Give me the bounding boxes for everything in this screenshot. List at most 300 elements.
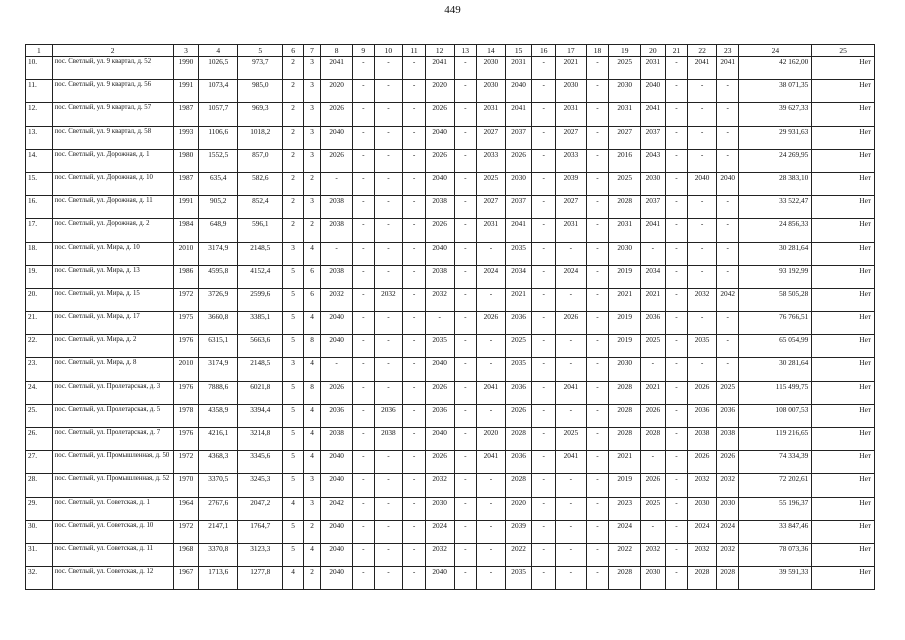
- row-number: 26.: [26, 428, 53, 451]
- table-cell: 2032: [425, 543, 454, 566]
- table-cell: -: [532, 497, 556, 520]
- status-cell: Нет: [812, 172, 875, 195]
- table-cell: 2031: [609, 219, 641, 242]
- column-header-4: 4: [199, 45, 238, 57]
- table-cell: -: [454, 381, 477, 404]
- table-cell: 2026: [425, 381, 454, 404]
- table-cell: -: [477, 404, 506, 427]
- table-cell: 3: [303, 497, 320, 520]
- table-cell: -: [716, 335, 739, 358]
- table-cell: -: [586, 196, 609, 219]
- table-cell: -: [556, 242, 587, 265]
- table-cell: 2040: [425, 172, 454, 195]
- table-cell: 1980: [173, 149, 199, 172]
- table-cell: 4: [303, 358, 320, 381]
- table-cell: 4358,9: [199, 404, 238, 427]
- table-cell: 1026,5: [199, 57, 238, 80]
- table-cell: 2028: [609, 404, 641, 427]
- table-cell: 5: [283, 451, 304, 474]
- table-cell: 2032: [641, 543, 666, 566]
- header-row: [26, 45, 875, 57]
- table-cell: -: [353, 57, 375, 80]
- status-cell: Нет: [812, 103, 875, 126]
- table-cell: -: [532, 312, 556, 335]
- table-cell: 2041: [505, 219, 532, 242]
- table-cell: -: [532, 428, 556, 451]
- table-cell: -: [403, 126, 426, 149]
- table-cell: -: [688, 103, 717, 126]
- table-cell: -: [454, 196, 477, 219]
- table-cell: 2036: [505, 312, 532, 335]
- table-cell: 2025: [609, 57, 641, 80]
- table-cell: 2028: [505, 428, 532, 451]
- table-cell: 2026: [641, 474, 666, 497]
- table-cell: 2034: [505, 265, 532, 288]
- table-cell: -: [454, 288, 477, 311]
- table-cell: -: [454, 80, 477, 103]
- address-cell: пос. Светлый, ул. Промышленная, д. 52: [52, 474, 173, 497]
- table-cell: 1987: [173, 172, 199, 195]
- table-cell: 2032: [716, 474, 739, 497]
- table-cell: 2040: [321, 474, 353, 497]
- table-cell: 7888,6: [199, 381, 238, 404]
- status-cell: Нет: [812, 358, 875, 381]
- cost-cell: 72 202,61: [739, 474, 812, 497]
- table-cell: -: [716, 126, 739, 149]
- table-cell: -: [586, 265, 609, 288]
- table-cell: -: [532, 103, 556, 126]
- cost-cell: 115 499,75: [739, 381, 812, 404]
- column-header-18: 18: [586, 45, 609, 57]
- table-cell: 2032: [688, 288, 717, 311]
- table-cell: 5: [283, 543, 304, 566]
- table-cell: -: [353, 497, 375, 520]
- table-cell: 2031: [477, 103, 506, 126]
- table-cell: -: [321, 358, 353, 381]
- cost-cell: 76 766,51: [739, 312, 812, 335]
- table-row: [26, 404, 875, 427]
- table-cell: 2016: [609, 149, 641, 172]
- table-cell: 1764,7: [238, 520, 283, 543]
- table-cell: -: [353, 172, 375, 195]
- table-cell: -: [586, 404, 609, 427]
- table-cell: 2027: [609, 126, 641, 149]
- table-cell: -: [374, 543, 403, 566]
- table-cell: -: [353, 381, 375, 404]
- table-cell: -: [665, 126, 688, 149]
- row-number: 24.: [26, 381, 53, 404]
- address-cell: пос. Светлый, ул. Советская, д. 12: [52, 567, 173, 590]
- table-cell: 2026: [321, 103, 353, 126]
- table-cell: 2026: [425, 149, 454, 172]
- table-cell: 2019: [609, 312, 641, 335]
- table-cell: 2039: [505, 520, 532, 543]
- table-cell: 2035: [688, 335, 717, 358]
- table-cell: 2: [283, 219, 304, 242]
- table-cell: 2040: [321, 335, 353, 358]
- table-cell: -: [374, 172, 403, 195]
- column-header-22: 22: [688, 45, 717, 57]
- table-row: [26, 335, 875, 358]
- table-cell: -: [477, 358, 506, 381]
- column-header-23: 23: [716, 45, 739, 57]
- column-header-6: 6: [283, 45, 304, 57]
- table-cell: -: [321, 242, 353, 265]
- table-cell: 3370,5: [199, 474, 238, 497]
- table-cell: 2021: [609, 288, 641, 311]
- table-cell: -: [665, 196, 688, 219]
- table-cell: 2031: [556, 219, 587, 242]
- table-cell: 2: [283, 57, 304, 80]
- table-cell: -: [716, 358, 739, 381]
- table-cell: -: [665, 172, 688, 195]
- table-cell: 2010: [173, 242, 199, 265]
- table-cell: -: [556, 474, 587, 497]
- table-cell: -: [353, 242, 375, 265]
- address-cell: пос. Светлый, ул. 9 квартал, д. 57: [52, 103, 173, 126]
- table-cell: 973,7: [238, 57, 283, 80]
- table-cell: -: [716, 149, 739, 172]
- table-cell: 3394,4: [238, 404, 283, 427]
- table-row: [26, 358, 875, 381]
- table-row: [26, 103, 875, 126]
- table-cell: 5: [283, 404, 304, 427]
- table-cell: -: [716, 196, 739, 219]
- table-cell: -: [688, 149, 717, 172]
- table-cell: 2037: [641, 196, 666, 219]
- table-cell: -: [374, 103, 403, 126]
- table-cell: 2027: [477, 126, 506, 149]
- table-cell: -: [403, 335, 426, 358]
- table-cell: 635,4: [199, 172, 238, 195]
- table-cell: 1968: [173, 543, 199, 566]
- table-cell: -: [403, 381, 426, 404]
- table-cell: -: [665, 242, 688, 265]
- row-number: 15.: [26, 172, 53, 195]
- table-cell: -: [665, 335, 688, 358]
- table-cell: -: [403, 57, 426, 80]
- table-cell: -: [716, 80, 739, 103]
- table-cell: -: [374, 335, 403, 358]
- table-cell: -: [403, 242, 426, 265]
- cost-cell: 55 196,37: [739, 497, 812, 520]
- table-cell: -: [586, 172, 609, 195]
- table-cell: 1972: [173, 520, 199, 543]
- table-cell: -: [532, 172, 556, 195]
- table-cell: 2: [283, 126, 304, 149]
- table-cell: 2032: [321, 288, 353, 311]
- table-cell: -: [586, 335, 609, 358]
- column-header-21: 21: [665, 45, 688, 57]
- status-cell: Нет: [812, 312, 875, 335]
- table-cell: -: [425, 312, 454, 335]
- column-header-3: 3: [173, 45, 199, 57]
- table-cell: -: [586, 103, 609, 126]
- table-cell: 2038: [321, 265, 353, 288]
- table-cell: 2: [303, 567, 320, 590]
- table-cell: -: [353, 126, 375, 149]
- table-cell: 2028: [505, 474, 532, 497]
- table-cell: -: [374, 474, 403, 497]
- table-cell: 3: [283, 358, 304, 381]
- cost-cell: 38 071,35: [739, 80, 812, 103]
- table-cell: -: [353, 428, 375, 451]
- status-cell: Нет: [812, 288, 875, 311]
- table-row: [26, 543, 875, 566]
- table-cell: -: [532, 358, 556, 381]
- cost-cell: 24 856,33: [739, 219, 812, 242]
- table-cell: 2032: [374, 288, 403, 311]
- table-cell: 2030: [716, 497, 739, 520]
- status-cell: Нет: [812, 126, 875, 149]
- table-cell: 2030: [688, 497, 717, 520]
- column-header-1: 1: [26, 45, 53, 57]
- row-number: 14.: [26, 149, 53, 172]
- table-cell: 3: [303, 474, 320, 497]
- table-cell: -: [665, 428, 688, 451]
- cost-cell: 29 931,63: [739, 126, 812, 149]
- status-cell: Нет: [812, 567, 875, 590]
- row-number: 28.: [26, 474, 53, 497]
- table-cell: 1277,8: [238, 567, 283, 590]
- table-cell: -: [641, 451, 666, 474]
- column-header-10: 10: [374, 45, 403, 57]
- table-cell: -: [477, 288, 506, 311]
- table-cell: 2038: [374, 428, 403, 451]
- table-cell: 2020: [505, 497, 532, 520]
- row-number: 20.: [26, 288, 53, 311]
- table-cell: -: [353, 335, 375, 358]
- table-cell: -: [353, 451, 375, 474]
- table-cell: 2041: [505, 103, 532, 126]
- table-cell: 2599,6: [238, 288, 283, 311]
- table-cell: 2026: [425, 103, 454, 126]
- table-cell: 2027: [556, 196, 587, 219]
- table-cell: -: [688, 265, 717, 288]
- table-row: [26, 57, 875, 80]
- table-cell: -: [454, 172, 477, 195]
- row-number: 22.: [26, 335, 53, 358]
- table-cell: 2036: [716, 404, 739, 427]
- table-cell: 2037: [505, 196, 532, 219]
- table-cell: 2040: [425, 358, 454, 381]
- table-cell: 2: [283, 103, 304, 126]
- table-cell: -: [665, 474, 688, 497]
- cost-cell: 39 591,33: [739, 567, 812, 590]
- table-cell: -: [532, 288, 556, 311]
- table-cell: 2032: [425, 288, 454, 311]
- table-cell: -: [532, 149, 556, 172]
- table-cell: -: [353, 474, 375, 497]
- table-cell: -: [321, 172, 353, 195]
- table-cell: -: [532, 57, 556, 80]
- column-header-15: 15: [505, 45, 532, 57]
- table-cell: -: [403, 196, 426, 219]
- table-cell: 2021: [609, 451, 641, 474]
- table-cell: 4: [303, 543, 320, 566]
- table-cell: 2022: [609, 543, 641, 566]
- table-cell: -: [374, 196, 403, 219]
- cost-cell: 30 281,64: [739, 358, 812, 381]
- table-cell: -: [586, 381, 609, 404]
- table-cell: -: [665, 265, 688, 288]
- table-cell: 1990: [173, 57, 199, 80]
- address-cell: пос. Светлый, ул. Дорожная, д. 1: [52, 149, 173, 172]
- table-cell: 1975: [173, 312, 199, 335]
- table-cell: 3174,9: [199, 358, 238, 381]
- table-cell: -: [532, 335, 556, 358]
- table-cell: -: [477, 474, 506, 497]
- table-cell: 2035: [505, 242, 532, 265]
- table-cell: -: [374, 265, 403, 288]
- table-cell: 2024: [609, 520, 641, 543]
- column-header-24: 24: [739, 45, 812, 57]
- table-cell: 2041: [688, 57, 717, 80]
- table-cell: 2024: [716, 520, 739, 543]
- table-cell: 6: [303, 265, 320, 288]
- table-cell: 2020: [425, 80, 454, 103]
- table-cell: 2020: [321, 80, 353, 103]
- table-cell: 2036: [641, 312, 666, 335]
- table-cell: 2030: [556, 80, 587, 103]
- table-cell: 2038: [321, 428, 353, 451]
- table-cell: -: [716, 242, 739, 265]
- table-cell: 2028: [609, 567, 641, 590]
- table-cell: 2040: [321, 543, 353, 566]
- table-cell: 2040: [321, 567, 353, 590]
- table-cell: 3123,3: [238, 543, 283, 566]
- row-number: 12.: [26, 103, 53, 126]
- table-cell: -: [477, 520, 506, 543]
- table-cell: -: [665, 543, 688, 566]
- table-cell: 2032: [688, 474, 717, 497]
- table-cell: 2036: [505, 381, 532, 404]
- table-cell: -: [374, 80, 403, 103]
- column-header-12: 12: [425, 45, 454, 57]
- table-cell: 2028: [688, 567, 717, 590]
- table-cell: 2025: [556, 428, 587, 451]
- table-cell: 2047,2: [238, 497, 283, 520]
- table-cell: 2148,5: [238, 358, 283, 381]
- table-cell: 2028: [609, 196, 641, 219]
- address-cell: пос. Светлый, ул. Пролетарская, д. 3: [52, 381, 173, 404]
- table-cell: 2035: [425, 335, 454, 358]
- table-cell: 2032: [425, 474, 454, 497]
- table-cell: 2026: [425, 219, 454, 242]
- table-cell: -: [403, 451, 426, 474]
- table-cell: 2767,6: [199, 497, 238, 520]
- table-cell: 2041: [425, 57, 454, 80]
- table-cell: 2025: [641, 335, 666, 358]
- table-cell: -: [477, 497, 506, 520]
- table-cell: 2040: [641, 80, 666, 103]
- table-cell: -: [665, 288, 688, 311]
- table-cell: -: [665, 57, 688, 80]
- table-cell: -: [353, 520, 375, 543]
- table-cell: -: [353, 196, 375, 219]
- table-cell: 3: [303, 57, 320, 80]
- table-cell: 4152,4: [238, 265, 283, 288]
- table-cell: 1552,5: [199, 149, 238, 172]
- table-cell: 648,9: [199, 219, 238, 242]
- address-cell: пос. Светлый, ул. Мира, д. 10: [52, 242, 173, 265]
- table-cell: -: [454, 474, 477, 497]
- table-cell: -: [454, 265, 477, 288]
- table-cell: 2027: [477, 196, 506, 219]
- table-cell: -: [665, 567, 688, 590]
- address-cell: пос. Светлый, ул. Мира, д. 2: [52, 335, 173, 358]
- table-cell: -: [665, 219, 688, 242]
- table-cell: 2040: [321, 451, 353, 474]
- cost-cell: 39 627,33: [739, 103, 812, 126]
- table-cell: 8: [303, 335, 320, 358]
- table-cell: 6021,8: [238, 381, 283, 404]
- table-cell: -: [586, 520, 609, 543]
- table-cell: 1018,2: [238, 126, 283, 149]
- cost-cell: 108 007,53: [739, 404, 812, 427]
- table-cell: -: [374, 242, 403, 265]
- table-cell: 596,1: [238, 219, 283, 242]
- table-cell: 3214,8: [238, 428, 283, 451]
- table-cell: -: [353, 404, 375, 427]
- table-cell: 2028: [609, 428, 641, 451]
- table-cell: 2025: [716, 381, 739, 404]
- table-cell: 2038: [425, 196, 454, 219]
- table-cell: -: [353, 80, 375, 103]
- column-header-19: 19: [609, 45, 641, 57]
- table-cell: -: [532, 543, 556, 566]
- status-cell: Нет: [812, 80, 875, 103]
- table-cell: 2032: [716, 543, 739, 566]
- table-cell: -: [586, 358, 609, 381]
- table-cell: 2038: [716, 428, 739, 451]
- table-cell: -: [556, 497, 587, 520]
- table-cell: -: [532, 451, 556, 474]
- row-number: 23.: [26, 358, 53, 381]
- table-cell: 1976: [173, 381, 199, 404]
- column-header-7: 7: [303, 45, 320, 57]
- table-cell: 2030: [641, 172, 666, 195]
- table-cell: -: [665, 404, 688, 427]
- table-cell: -: [353, 103, 375, 126]
- table-cell: 1106,6: [199, 126, 238, 149]
- table-cell: -: [665, 312, 688, 335]
- table-cell: 1984: [173, 219, 199, 242]
- table-cell: 2026: [688, 381, 717, 404]
- table-cell: 857,0: [238, 149, 283, 172]
- table-cell: 1986: [173, 265, 199, 288]
- table-cell: 4368,3: [199, 451, 238, 474]
- cost-cell: 42 162,00: [739, 57, 812, 80]
- table-cell: -: [586, 57, 609, 80]
- table-row: [26, 80, 875, 103]
- table-cell: 2019: [609, 335, 641, 358]
- status-cell: Нет: [812, 497, 875, 520]
- column-header-2: 2: [52, 45, 173, 57]
- table-cell: 2: [283, 172, 304, 195]
- status-cell: Нет: [812, 265, 875, 288]
- table-cell: 2: [283, 80, 304, 103]
- table-cell: 2028: [716, 567, 739, 590]
- table-cell: 1991: [173, 196, 199, 219]
- table-cell: 2024: [688, 520, 717, 543]
- table-cell: 4: [283, 567, 304, 590]
- column-header-20: 20: [641, 45, 666, 57]
- address-cell: пос. Светлый, ул. Мира, д. 8: [52, 358, 173, 381]
- table-cell: -: [374, 219, 403, 242]
- table-cell: 2030: [641, 567, 666, 590]
- table-cell: -: [586, 80, 609, 103]
